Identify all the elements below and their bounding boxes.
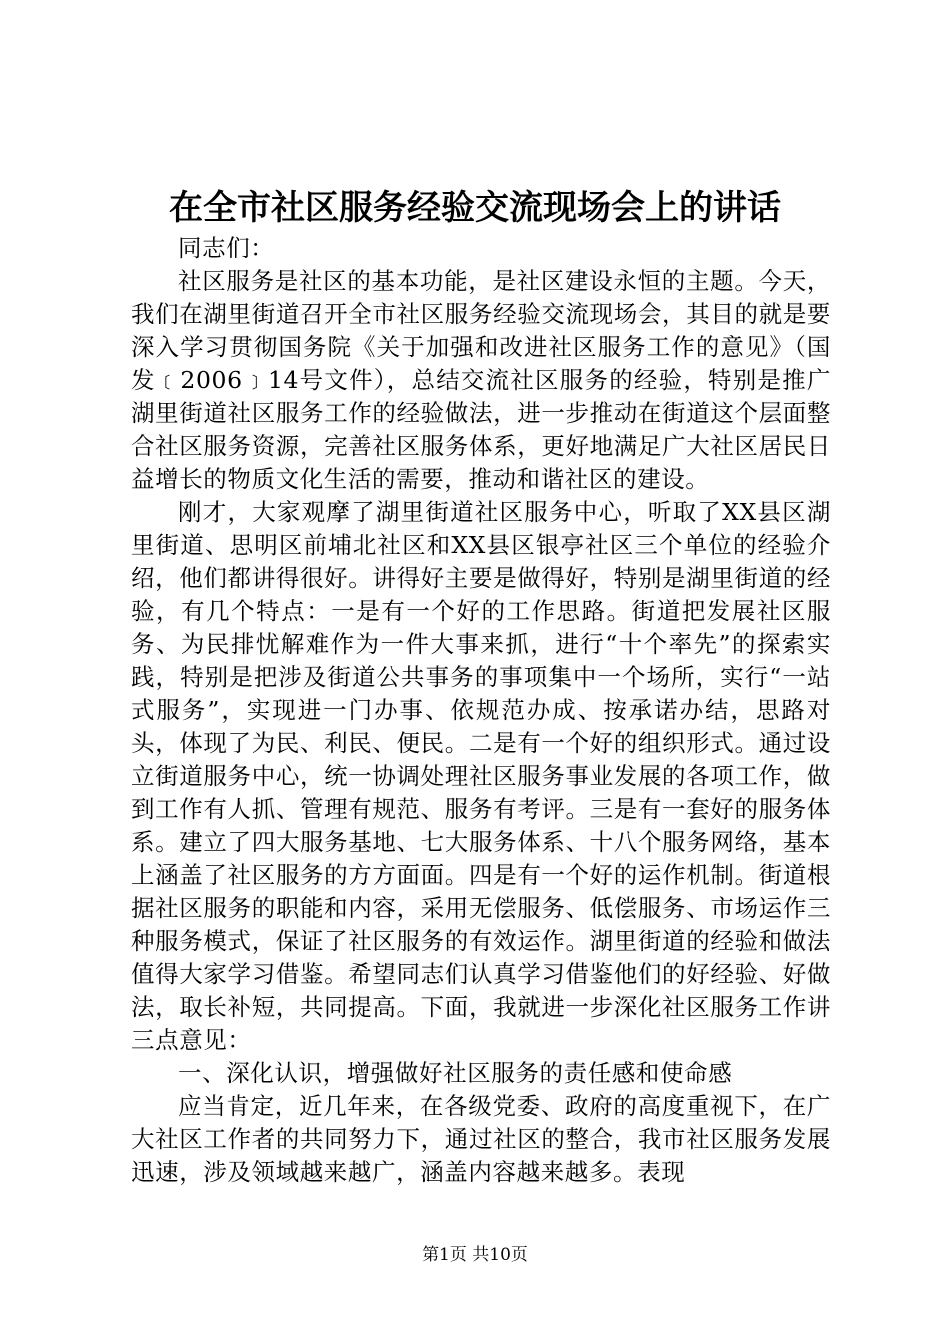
document-body <box>131 232 831 1189</box>
document-title: 在全市社区服务经验交流现场会上的讲话 <box>169 188 781 228</box>
paragraph-2: 刚才，大家观摩了湖里街道社区服务中心，听取了XX县区湖里街道、思明区前埔北社区和XX县区银亭社区三个单位的经验介绍，他们都讲得很好。讲得好主要是做得好，特别是湖里街道的经验，有几个特点：一是有一个好的工作思路。街道把发展社区服务、为民排忧解难作为一件大事来抓，进行“十个率先”的探索实践，特别是把涉及街道公共事务的事项集中一个场所，实行“一站式服务”，实现进一门办事、依规范办成、按承诺办结，思路对头，体现了为民、利民、便民。二是有一个好的组织形式。通过设立街道服务中心，统一协调处理社区服务事业发展的各项工作，做到工作有人抓、管理有规范、服务有考评。三是有一套好的服务体系。建立了四大服务基地、七大服务体系、十八个服务网络，基本上涵盖了社区服务的方方面面。四是有一个好的运作机制。街道根据社区服务的职能和内容，采用无偿服务、低偿服务、市场运作三种服务模式，保证了社区服务的有效运作。湖里街道的经验和做法值得大家学习借鉴。希望同志们认真学习借鉴他们的好经验、好做法，取长补短，共同提高。下面，我就进一步深化社区服务工作讲三点意见： <box>131 498 831 1054</box>
paragraph-1: 社区服务是社区的基本功能，是社区建设永恒的主题。今天，我们在湖里街道召开全市社区服务经验交流现场会，其目的就是要深入学习贯彻国务院《关于加强和改进社区服务工作的意见》（国发﹝2006﹞14号文件），总结交流社区服务的经验，特别是推广湖里街道社区服务工作的经验做法，进一步推动在街道这个层面整合社区服务资源，完善社区服务体系，更好地满足广大社区居民日益增长的物质文化生活的需要，推动和谐社区的建设。 <box>131 267 831 493</box>
section-heading-1: 一、深化认识，增强做好社区服务的责任感和使命感 <box>178 1059 733 1087</box>
paragraph-3: 应当肯定，近几年来，在各级党委、政府的高度重视下，在广大社区工作者的共同努力下，通过社区的整合，我市社区服务发展迅速，涉及领域越来越广，涵盖内容越来越多。表现 <box>131 1092 831 1186</box>
greeting: 同志们： <box>178 234 275 262</box>
page-indicator: 第1页 共10页 <box>422 1245 528 1265</box>
